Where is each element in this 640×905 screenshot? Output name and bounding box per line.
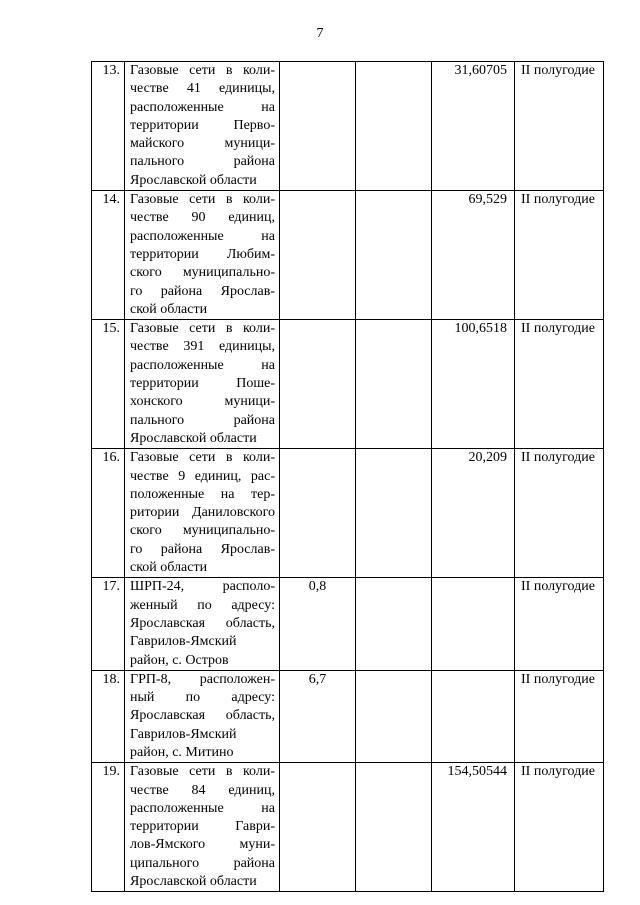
description-line: Ярославская область, <box>130 615 275 631</box>
quantity-c: 20,209 <box>432 449 515 578</box>
description-line: Ярославская область, <box>130 708 275 724</box>
description-line: Гаврилов-Ямский <box>130 634 237 650</box>
period-cell: II полугодие <box>515 763 604 892</box>
quantity-b <box>356 62 432 191</box>
description-line: район, с. Остров <box>130 652 229 668</box>
table-body <box>92 62 604 892</box>
period-cell: II полугодие <box>515 449 604 578</box>
description-line: ципального района <box>130 855 275 871</box>
table-row <box>92 62 604 191</box>
quantity-a: 6,7 <box>280 670 356 762</box>
description-line: положенные на тер- <box>130 486 275 502</box>
description-line: район, с. Митино <box>130 744 234 760</box>
row-number: 15. <box>92 320 125 449</box>
description-line: Ярославской области <box>130 430 257 446</box>
table-row <box>92 763 604 892</box>
description-line: майского муници- <box>130 136 275 152</box>
objects-table <box>91 61 604 892</box>
object-description <box>125 320 280 449</box>
description-line: расположенные на <box>130 99 275 115</box>
row-number: 18. <box>92 670 125 762</box>
quantity-b <box>356 320 432 449</box>
description-line: ритории Даниловского <box>130 505 275 521</box>
quantity-c: 100,6518 <box>432 320 515 449</box>
quantity-b <box>356 670 432 762</box>
quantity-c <box>432 670 515 762</box>
description-line: честве 9 единиц, рас- <box>130 468 275 484</box>
object-description <box>125 449 280 578</box>
quantity-a <box>280 62 356 191</box>
quantity-a <box>280 191 356 320</box>
description-line: го района Ярослав- <box>130 541 275 557</box>
table-row <box>92 578 604 670</box>
description-line: ского муниципально- <box>130 265 275 281</box>
description-line: Ярославской области <box>130 874 257 890</box>
description-line: Газовые сети в коли- <box>130 192 275 208</box>
table-row <box>92 191 604 320</box>
row-number: 19. <box>92 763 125 892</box>
description-line: ской области <box>130 560 208 576</box>
description-line: расположенные на <box>130 228 275 244</box>
description-line: ского муниципально- <box>130 523 275 539</box>
description-line: территории Любим- <box>130 246 275 262</box>
quantity-a: 0,8 <box>280 578 356 670</box>
description-line: Гаврилов-Ямский <box>130 726 237 742</box>
quantity-c: 69,529 <box>432 191 515 320</box>
row-number: 16. <box>92 449 125 578</box>
description-line: ный по адресу: <box>130 690 275 706</box>
object-description <box>125 670 280 762</box>
description-line: честве 90 единиц, <box>130 210 275 226</box>
description-line: го района Ярослав- <box>130 283 275 299</box>
description-line: ШРП-24, располо- <box>130 579 275 595</box>
quantity-b <box>356 449 432 578</box>
description-line: женный по адресу: <box>130 597 275 613</box>
quantity-b <box>356 578 432 670</box>
quantity-b <box>356 763 432 892</box>
quantity-c: 31,60705 <box>432 62 515 191</box>
row-number: 17. <box>92 578 125 670</box>
quantity-a <box>280 449 356 578</box>
period-cell: II полугодие <box>515 578 604 670</box>
description-line: пального района <box>130 154 275 170</box>
description-line: территории Гаври- <box>130 819 275 835</box>
description-line: Газовые сети в коли- <box>130 450 275 466</box>
quantity-c <box>432 578 515 670</box>
row-number: 13. <box>92 62 125 191</box>
description-line: Газовые сети в коли- <box>130 764 275 780</box>
description-line: честве 41 единицы, <box>130 81 275 97</box>
object-description <box>125 578 280 670</box>
description-line: ГРП-8, расположен- <box>130 671 275 687</box>
object-description <box>125 62 280 191</box>
period-cell: II полугодие <box>515 191 604 320</box>
period-cell: II полугодие <box>515 320 604 449</box>
description-line: хонского муници- <box>130 394 275 410</box>
description-line: пального района <box>130 412 275 428</box>
description-line: Ярославской области <box>130 172 257 188</box>
description-line: Газовые сети в коли- <box>130 63 275 78</box>
quantity-b <box>356 191 432 320</box>
description-line: расположенные на <box>130 800 275 816</box>
object-description <box>125 763 280 892</box>
table-row <box>92 320 604 449</box>
description-line: территории Перво- <box>130 117 275 133</box>
period-cell: II полугодие <box>515 62 604 191</box>
description-line: честве 391 единицы, <box>130 339 275 355</box>
description-line: лов-Ямского муни- <box>130 837 275 853</box>
description-line: честве 84 единиц, <box>130 782 275 798</box>
description-line: территории Поше- <box>130 376 275 392</box>
description-line: ской области <box>130 301 208 317</box>
row-number: 14. <box>92 191 125 320</box>
quantity-a <box>280 320 356 449</box>
quantity-c: 154,50544 <box>432 763 515 892</box>
table-row <box>92 670 604 762</box>
page-number: 7 <box>316 26 324 41</box>
period-cell: II полугодие <box>515 670 604 762</box>
description-line: Газовые сети в коли- <box>130 321 275 337</box>
object-description <box>125 191 280 320</box>
table-row <box>92 449 604 578</box>
description-line: расположенные на <box>130 357 275 373</box>
quantity-a <box>280 763 356 892</box>
